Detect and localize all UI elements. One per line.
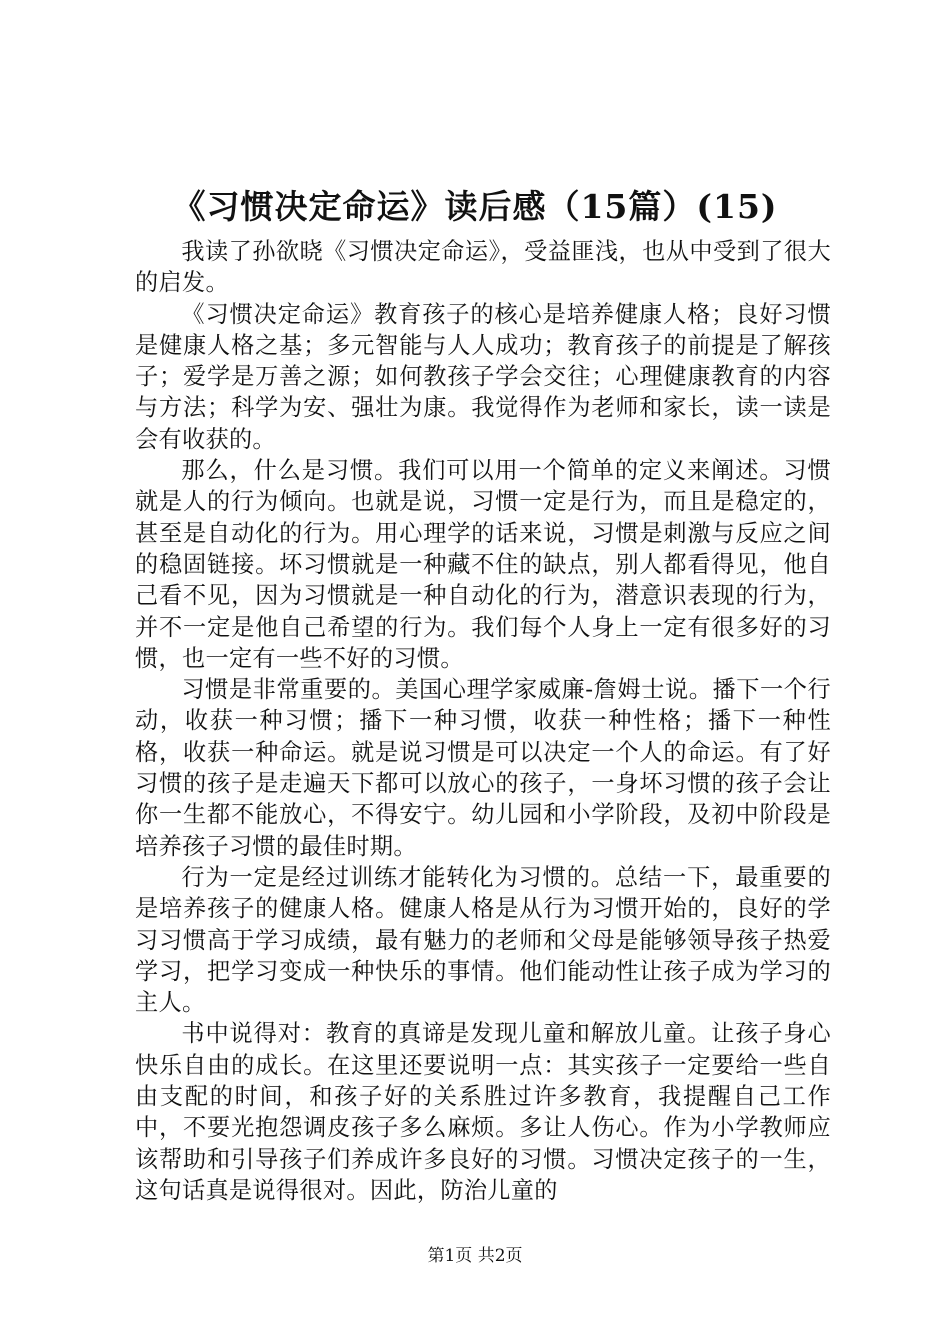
paragraph: 《习惯决定命运》教育孩子的核心是培养健康人格；良好习惯是健康人格之基；多元智能与人人成功；教育孩子的前提是了解孩子；爱学是万善之源；如何教孩子学会交往；心理健康教育的内容与方法；科学为安、强壮为康。我觉得作为老师和家长，读一读是会有收获的。 (135, 300, 831, 453)
paragraph: 行为一定是经过训练才能转化为习惯的。总结一下，最重要的是培养孩子的健康人格。健康人格是从行为习惯开始的，良好的学习习惯高于学习成绩，最有魅力的老师和父母是能够领导孩子热爱学习，把学习变成一种快乐的事情。他们能动性让孩子成为学习的主人。 (135, 863, 831, 1017)
paragraph: 习惯是非常重要的。美国心理学家威廉-詹姆士说。播下一个行动，收获一种习惯；播下一种习惯，收获一种性格；播下一种性格，收获一种命运。就是说习惯是可以决定一个人的命运。有了好习惯的孩子是走遍天下都可以放心的孩子，一身坏习惯的孩子会让你一生都不能放心，不得安宁。幼儿园和小学阶段，及初中阶段是培养孩子习惯的最佳时期。 (135, 676, 831, 860)
paragraph: 我读了孙欲晓《习惯决定命运》，受益匪浅，也从中受到了很大的启发。 (135, 238, 831, 297)
document-body (135, 236, 831, 1206)
page-footer: 第1页 共2页 (427, 1246, 523, 1266)
document-title: 《习惯决定命运》读后感（15篇）(15) (172, 187, 778, 226)
paragraph: 书中说得对：教育的真谛是发现儿童和解放儿童。让孩子身心快乐自由的成长。在这里还要说明一点：其实孩子一定要给一些自由支配的时间，和孩子好的关系胜过许多教育，我提醒自己工作中，不要光抱怨调皮孩子多么麻烦。多让人伤心。作为小学教师应该帮助和引导孩子们养成许多良好的习惯。习惯决定孩子的一生，这句话真是说得很对。因此，防治儿童的 (135, 1020, 831, 1204)
paragraph: 那么，什么是习惯。我们可以用一个简单的定义来阐述。习惯就是人的行为倾向。也就是说，习惯一定是行为，而且是稳定的，甚至是自动化的行为。用心理学的话来说，习惯是刺激与反应之间的稳固链接。坏习惯就是一种藏不住的缺点，别人都看得见，他自己看不见，因为习惯就是一种自动化的行为，潜意识表现的行为，并不一定是他自己希望的行为。我们每个人身上一定有很多好的习惯，也一定有一些不好的习惯。 (135, 457, 831, 672)
